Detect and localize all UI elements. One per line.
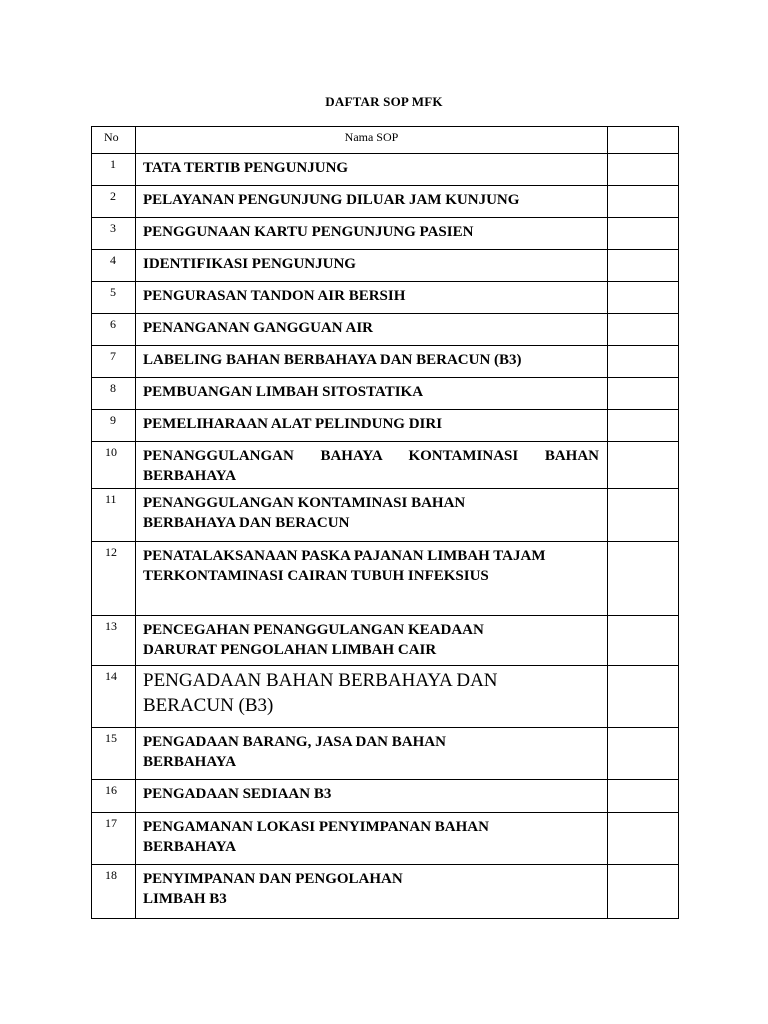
document-title: DAFTAR SOP MFK — [325, 94, 443, 109]
table-row — [92, 250, 679, 282]
row-extra-cell — [608, 282, 679, 314]
sop-name: TATA TERTIB PENGUNJUNG — [136, 154, 608, 186]
row-extra-cell — [608, 346, 679, 378]
sop-name: PENANGGULANGAN KONTAMINASI BAHAN BERBAHAYA DAN BERACUN — [136, 489, 608, 542]
sop-name: IDENTIFIKASI PENGUNJUNG — [136, 250, 608, 282]
row-number: 16 — [92, 780, 136, 813]
row-number: 6 — [92, 314, 136, 346]
row-number: 3 — [92, 218, 136, 250]
table-row — [92, 780, 679, 813]
row-number: 10 — [92, 442, 136, 489]
table-row — [92, 813, 679, 865]
table-row — [92, 378, 679, 410]
sop-name: PENCEGAHAN PENANGGULANGAN KEADAAN DARURAT PENGOLAHAN LIMBAH CAIR — [136, 616, 608, 666]
sop-name: PENGADAAN BAHAN BERBAHAYA DAN BERACUN (B3) — [136, 666, 608, 728]
sop-name: PENGURASAN TANDON AIR BERSIH — [136, 282, 608, 314]
table-row — [92, 865, 679, 919]
table-row — [92, 616, 679, 666]
table-row — [92, 542, 679, 616]
table-row — [92, 728, 679, 780]
sop-name: PENATALAKSANAAN PASKA PAJANAN LIMBAH TAJAM TERKONTAMINASI CAIRAN TUBUH INFEKSIUS — [136, 542, 608, 616]
row-extra-cell — [608, 154, 679, 186]
table-row — [92, 346, 679, 378]
row-number: 15 — [92, 728, 136, 780]
header-no: No — [92, 127, 136, 154]
table-row — [92, 442, 679, 489]
header-name: Nama SOP — [136, 127, 608, 154]
row-number: 12 — [92, 542, 136, 616]
row-number: 2 — [92, 186, 136, 218]
row-extra-cell — [608, 865, 679, 919]
row-extra-cell — [608, 780, 679, 813]
row-number: 13 — [92, 616, 136, 666]
sop-name: PENGAMANAN LOKASI PENYIMPANAN BAHAN BERBAHAYA — [136, 813, 608, 865]
sop-table — [91, 126, 679, 919]
table-header-row — [92, 127, 679, 154]
row-number: 9 — [92, 410, 136, 442]
row-number: 4 — [92, 250, 136, 282]
header-extra — [608, 127, 679, 154]
row-number: 1 — [92, 154, 136, 186]
row-number: 8 — [92, 378, 136, 410]
row-extra-cell — [608, 728, 679, 780]
sop-name: PEMELIHARAAN ALAT PELINDUNG DIRI — [136, 410, 608, 442]
row-extra-cell — [608, 378, 679, 410]
table-row — [92, 314, 679, 346]
table-row — [92, 666, 679, 728]
row-extra-cell — [608, 666, 679, 728]
table-row — [92, 489, 679, 542]
table-row — [92, 154, 679, 186]
row-number: 14 — [92, 666, 136, 728]
table-row — [92, 282, 679, 314]
sop-name: PENANGANAN GANGGUAN AIR — [136, 314, 608, 346]
row-extra-cell — [608, 410, 679, 442]
row-extra-cell — [608, 186, 679, 218]
row-extra-cell — [608, 616, 679, 666]
row-extra-cell — [608, 813, 679, 865]
row-extra-cell — [608, 218, 679, 250]
row-number: 5 — [92, 282, 136, 314]
sop-name: PENGADAAN SEDIAAN B3 — [136, 780, 608, 813]
row-number: 7 — [92, 346, 136, 378]
table-row — [92, 218, 679, 250]
row-extra-cell — [608, 489, 679, 542]
row-extra-cell — [608, 442, 679, 489]
sop-name: PENGADAAN BARANG, JASA DAN BAHAN BERBAHAYA — [136, 728, 608, 780]
sop-name: LABELING BAHAN BERBAHAYA DAN BERACUN (B3) — [136, 346, 608, 378]
sop-name: PENANGGULANGAN BAHAYA KONTAMINASI BAHAN BERBAHAYA — [136, 442, 608, 489]
row-number: 11 — [92, 489, 136, 542]
row-extra-cell — [608, 250, 679, 282]
row-number: 18 — [92, 865, 136, 919]
sop-name: PELAYANAN PENGUNJUNG DILUAR JAM KUNJUNG — [136, 186, 608, 218]
row-extra-cell — [608, 542, 679, 616]
sop-name: PEMBUANGAN LIMBAH SITOSTATIKA — [136, 378, 608, 410]
row-extra-cell — [608, 314, 679, 346]
row-number: 17 — [92, 813, 136, 865]
table-row — [92, 410, 679, 442]
sop-name: PENGGUNAAN KARTU PENGUNJUNG PASIEN — [136, 218, 608, 250]
table-row — [92, 186, 679, 218]
sop-name: PENYIMPANAN DAN PENGOLAHAN LIMBAH B3 — [136, 865, 608, 919]
